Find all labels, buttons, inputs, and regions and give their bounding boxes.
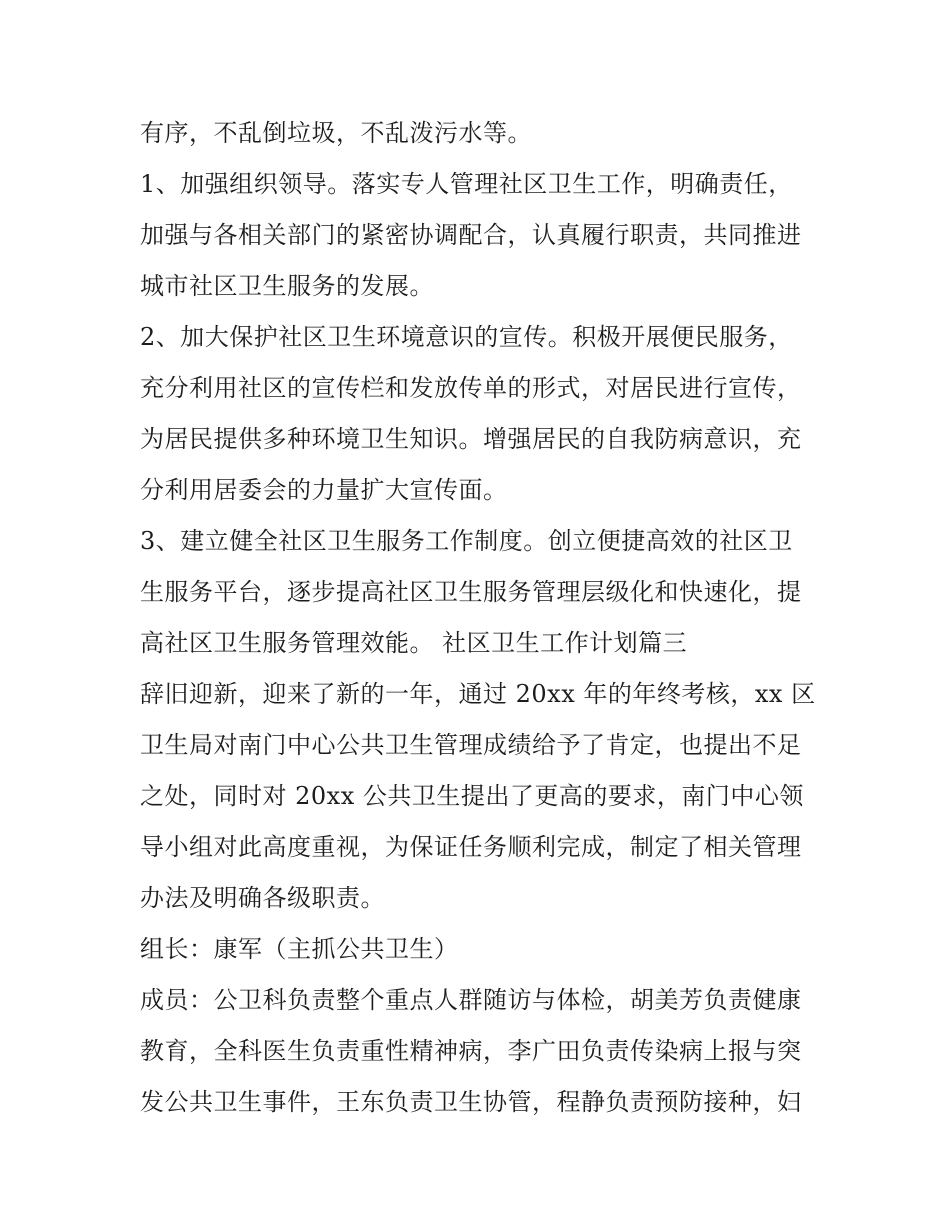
text-line: 辞旧迎新，迎来了新的一年，通过 20xx 年的年终考核，xx 区 (140, 680, 816, 708)
text-line: 3、建立健全社区卫生服务工作制度。创立便捷高效的社区卫 (140, 527, 793, 555)
text-line: 充分利用社区的宣传栏和发放传单的形式，对居民进行宣传， (140, 374, 802, 402)
text-line: 城市社区卫生服务的发展。 (140, 272, 434, 300)
text-line: 2、加大保护社区卫生环境意识的宣传。积极开展便民服务， (140, 323, 793, 351)
text-line: 发公共卫生事件，王东负责卫生协管，程静负责预防接种，妇 (140, 1088, 802, 1116)
text-line: 办法及明确各级职责。 (140, 884, 385, 912)
text-line: 高社区卫生服务管理效能。 社区卫生工作计划篇三 (140, 629, 688, 657)
text-line: 组长：康军（主抓公共卫生） (140, 935, 459, 963)
text-line: 卫生局对南门中心公共卫生管理成绩给予了肯定，也提出不足 (140, 731, 802, 759)
text-line: 1、加强组织领导。落实专人管理社区卫生工作，明确责任， (140, 170, 793, 198)
text-line: 成员：公卫科负责整个重点人群随访与体检，胡美芳负责健康 (140, 986, 802, 1014)
document-body (140, 108, 830, 1128)
text-line: 有序，不乱倒垃圾，不乱泼污水等。 (140, 119, 532, 147)
text-line: 生服务平台，逐步提高社区卫生服务管理层级化和快速化，提 (140, 578, 802, 606)
text-line: 之处，同时对 20xx 公共卫生提出了更高的要求，南门中心领 (140, 782, 804, 810)
text-line: 导小组对此高度重视，为保证任务顺利完成，制定了相关管理 (140, 833, 802, 861)
text-line: 教育，全科医生负责重性精神病，李广田负责传染病上报与突 (140, 1037, 802, 1065)
text-line: 分利用居委会的力量扩大宣传面。 (140, 476, 508, 504)
text-line: 为居民提供多种环境卫生知识。增强居民的自我防病意识，充 (140, 425, 802, 453)
text-line: 加强与各相关部门的紧密协调配合，认真履行职责，共同推进 (140, 221, 802, 249)
